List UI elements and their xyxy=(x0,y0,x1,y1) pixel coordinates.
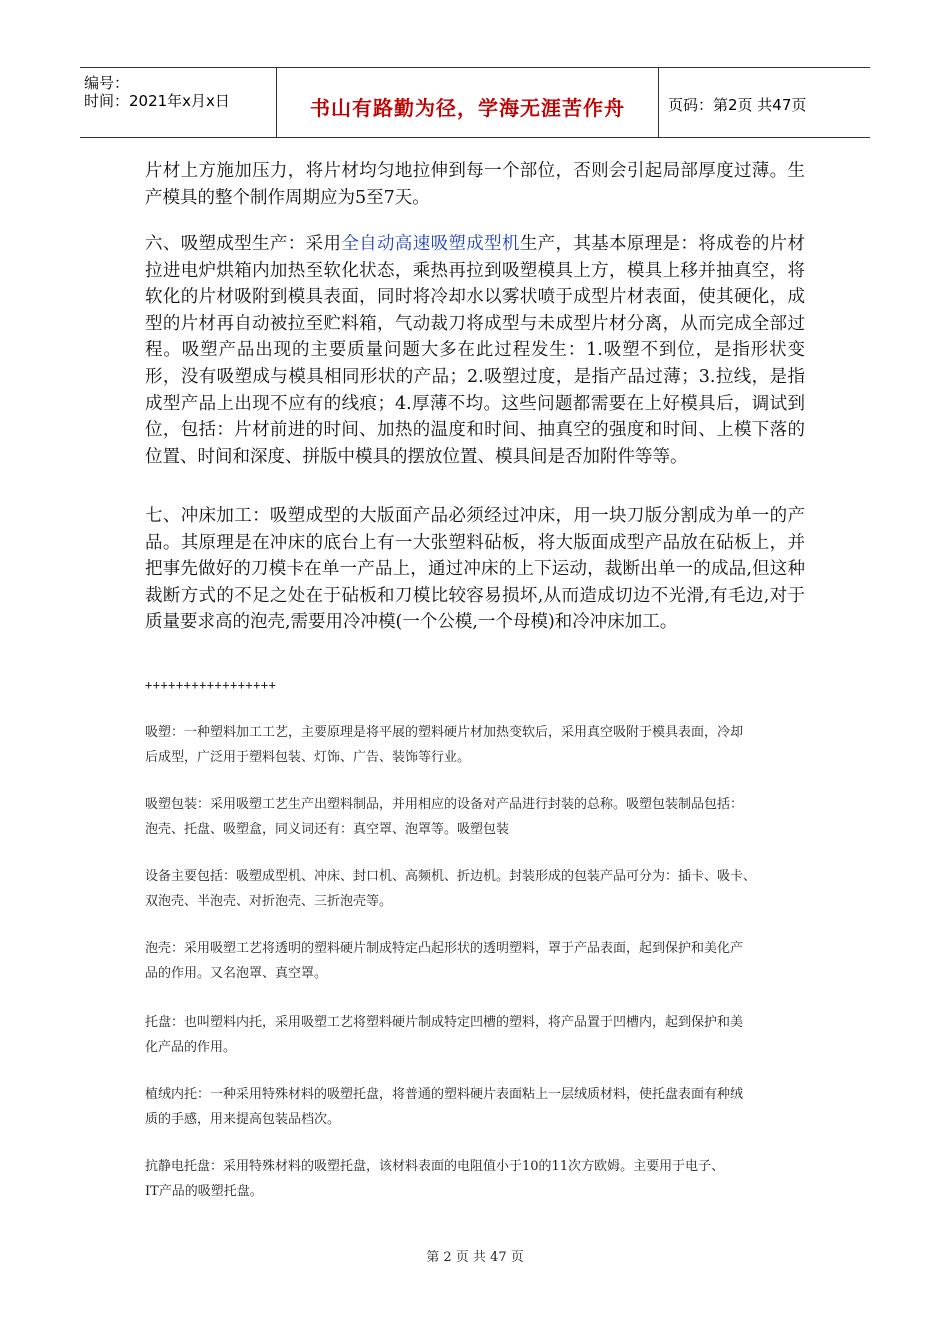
section-six-text: 生产，其基本原理是：将成卷的片材拉进电炉烘箱内加热至软化状态，乘热再拉到吸塑模具上方，模具上移并抽真空，将软化的片材吸附到模具表面，同时将冷却水以雾状喷于成型片材表面，使其硬化，成型的片材再自动被拉至贮料箱，气动裁刀将成型与未成型片材分离，从而完成全部过程。吸塑产品出现的主要质量问题大多在此过程发生：1.吸塑不到位，是指形状变形，没有吸塑成与模具相同形状的产品；2.吸塑过度，是指产品过薄；3.拉线，是指成型产品上出现不应有的线痕；4.厚薄不均。这些问题都需要在上好模具后，调试到位，包括：片材前进的时间、加热的温度和时间、抽真空的强度和时间、上模下落的位置、时间和深度、拼版中模具的摆放位置、模具间是否加附件等等。 xyxy=(145,234,806,467)
header-divider xyxy=(658,68,659,137)
glossary-line: 吸塑包装：采用吸塑工艺生产出塑料制品，并用相应的设备对产品进行封装的总称。吸塑包装制品包括： xyxy=(145,797,744,812)
glossary-entry xyxy=(145,793,813,842)
header-meta xyxy=(84,74,230,110)
glossary-entry xyxy=(145,721,813,770)
machine-link[interactable]: 全自动高速吸塑成型机 xyxy=(341,234,520,254)
paragraph-section-six xyxy=(145,231,805,470)
glossary-line: IT产品的吸塑托盘。 xyxy=(145,1183,263,1199)
glossary-line: 植绒内托：一种采用特殊材料的吸塑托盘，将普通的塑料硬片表面粘上一层绒质材料，使托盘表面有种绒 xyxy=(145,1087,744,1102)
glossary-line: 吸塑：一种塑料加工工艺，主要原理是将平展的塑料硬片材加热变软后，采用真空吸附于模具表面，冷却 xyxy=(145,725,744,740)
glossary-line: 双泡壳、半泡壳、对折泡壳、三折泡壳等。 xyxy=(145,893,393,909)
glossary-line: 质的手感，用来提高包装品档次。 xyxy=(145,1111,341,1127)
glossary-line: 设备主要包括：吸塑成型机、冲床、封口机、高频机、折边机。封装形成的包装产品可分为：插卡、吸卡、 xyxy=(145,869,757,884)
glossary-line: 托盘：也叫塑料内托，采用吸塑工艺将塑料硬片制成特定凹槽的塑料，将产品置于凹槽内，起到保护和美 xyxy=(145,1015,744,1030)
paragraph-section-seven: 七、冲床加工：吸塑成型的大版面产品必须经过冲床，用一块刀版分割成为单一的产品。其原理是在冲床的底台上有一大张塑料砧板，将大版面成型产品放在砧板上，并把事先做好的刀模卡在单一产品上，通过冲床的上下运动，裁断出单一的成品,但这种裁断方式的不足之处在于砧板和刀模比较容易损坏,从而造成切边不光滑,有毛边,对于质量要求高的泡壳,需要用冷冲模(一个公模,一个母模)和冷冲床加工。 xyxy=(145,506,805,633)
glossary-entry xyxy=(145,937,813,986)
glossary-entry xyxy=(145,1155,813,1204)
glossary-line: 泡壳、托盘、吸塑盒，同义词还有：真空罩、泡罩等。吸塑包装 xyxy=(145,821,510,837)
section-six-prefix: 六、吸塑成型生产：采用 xyxy=(145,234,342,254)
glossary-line: 泡壳：采用吸塑工艺将透明的塑料硬片制成特定凸起形状的透明塑料，罩于产品表面，起到保护和美化产 xyxy=(145,941,744,956)
time-label: 时间：2021年x月x日 xyxy=(84,92,230,110)
glossary-line: 化产品的作用。 xyxy=(145,1039,237,1055)
page-header xyxy=(80,67,870,138)
glossary-line: 品的作用。又名泡罩、真空罩。 xyxy=(145,965,328,981)
separator-line: +++++++++++++++++ xyxy=(145,678,277,692)
page-footer: 第 2 页 共 47 页 xyxy=(426,1250,524,1265)
glossary-line: 抗静电托盘：采用特殊材料的吸塑托盘，该材料表面的电阻值小于10的11次方欧姆。主要用于电子、 xyxy=(145,1159,725,1174)
glossary-entry xyxy=(145,1011,813,1060)
paragraph-continuation: 片材上方施加压力，将片材均匀地拉伸到每一个部位，否则会引起局部厚度过薄。生产模具的整个制作周期应为5至7天。 xyxy=(145,161,805,208)
header-motto: 书山有路勤为径，学海无涯苦作舟 xyxy=(310,96,625,120)
glossary-line: 后成型，广泛用于塑料包装、灯饰、广告、装饰等行业。 xyxy=(145,749,471,765)
number-label: 编号： xyxy=(84,74,130,92)
glossary-entry xyxy=(145,865,813,914)
glossary-entry xyxy=(145,1083,813,1132)
header-page-info: 页码：第2页 共47页 xyxy=(668,96,807,114)
